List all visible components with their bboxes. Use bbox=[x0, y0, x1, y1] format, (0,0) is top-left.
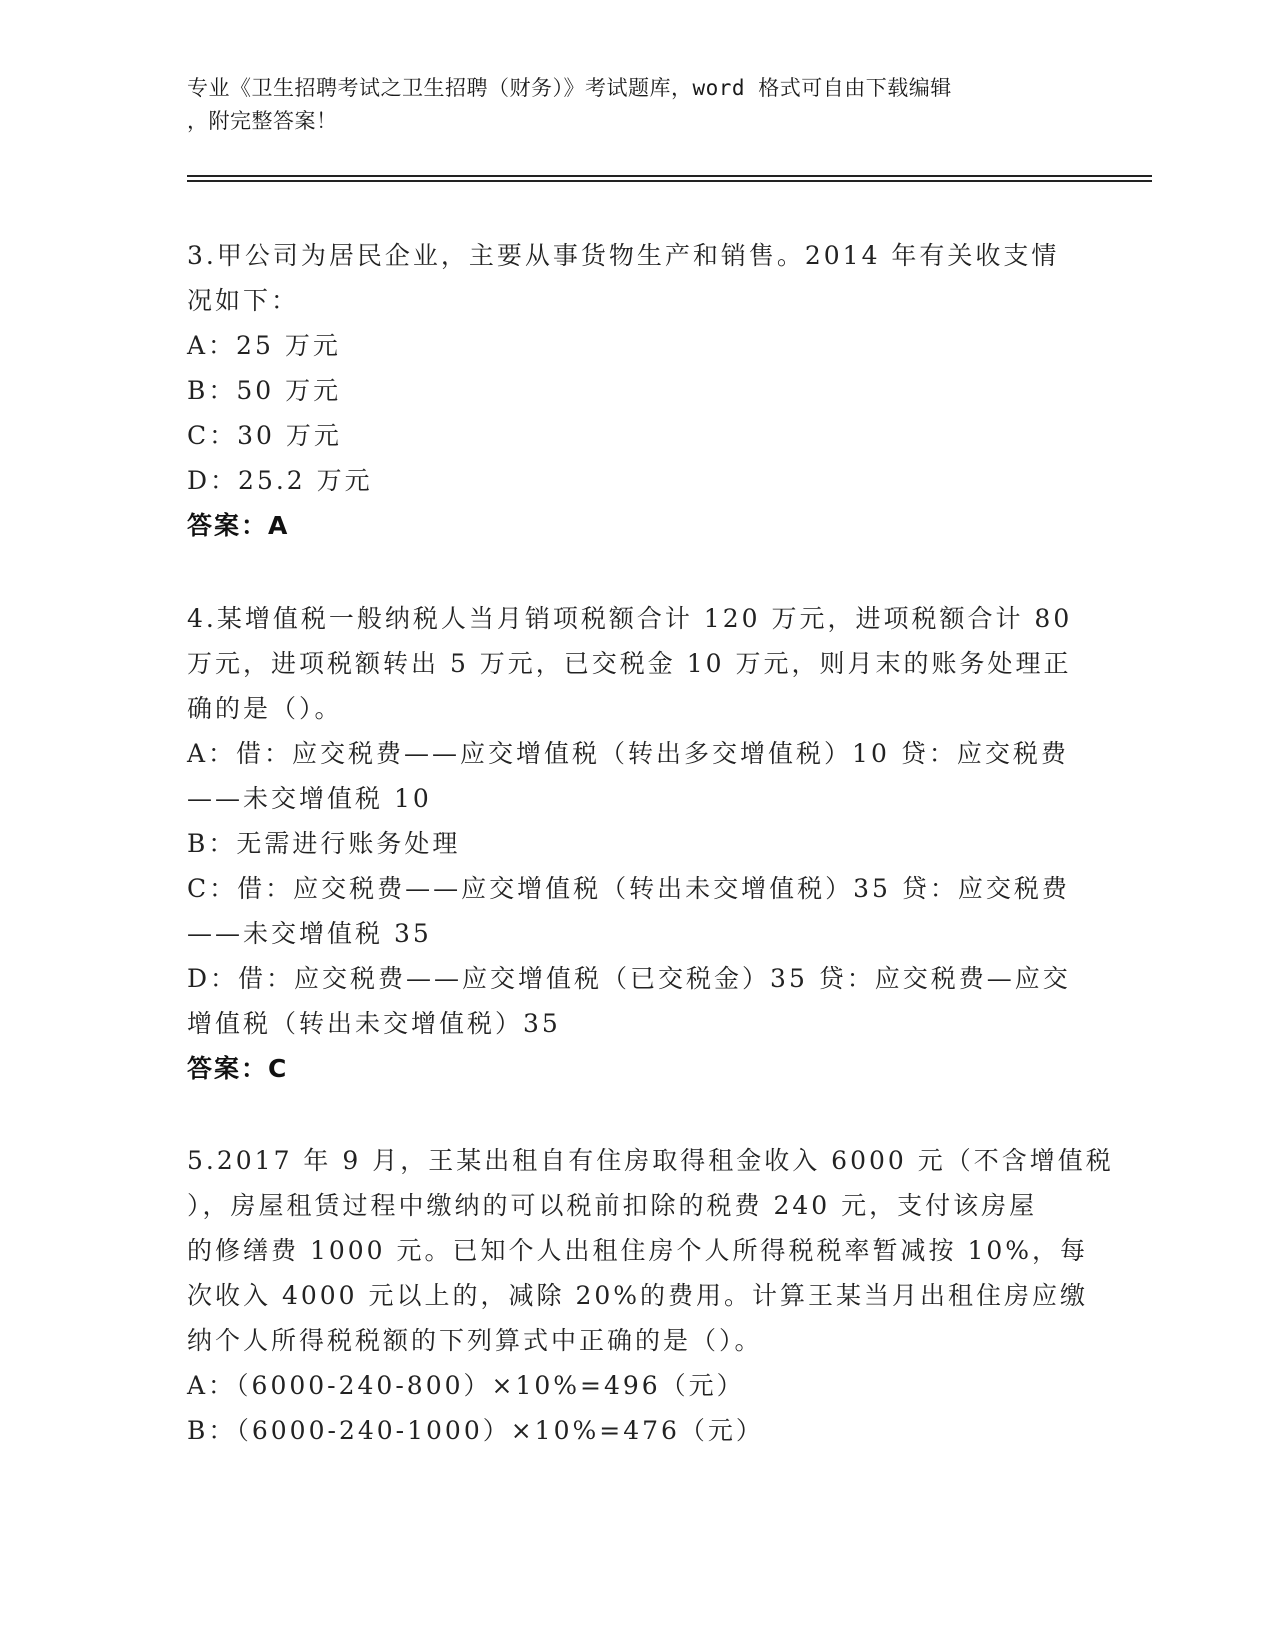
header-line-1: 专业《卫生招聘考试之卫生招聘（财务）》考试题库，word 格式可自由下载编辑 bbox=[187, 76, 952, 100]
question-stem-line: 3.甲公司为居民企业，主要从事货物生产和销售。2014 年有关收支情 bbox=[187, 241, 1060, 270]
option-c: C：30 万元 bbox=[187, 421, 342, 450]
option-a: A：借：应交税费——应交增值税（转出多交增值税）10 贷：应交税费 bbox=[187, 739, 1069, 768]
option-b: B：50 万元 bbox=[187, 376, 342, 405]
question-stem-line: 次收入 4000 元以上的，减除 20%的费用。计算王某当月出租住房应缴 bbox=[187, 1281, 1089, 1310]
question-5 bbox=[187, 1138, 1114, 1453]
question-stem-line: 4.某增值税一般纳税人当月销项税额合计 120 万元，进项税额合计 80 bbox=[187, 604, 1073, 633]
question-stem-line: 5.2017 年 9 月，王某出租自有住房取得租金收入 6000 元（不含增值税 bbox=[187, 1146, 1114, 1175]
question-4 bbox=[187, 596, 1087, 1091]
option-b: B：（6000-240-1000）×10%=476（元） bbox=[187, 1416, 764, 1445]
option-a: A：25 万元 bbox=[187, 331, 341, 360]
document-header bbox=[187, 72, 1067, 138]
header-divider-top bbox=[187, 175, 1152, 177]
question-stem-line: ），房屋租赁过程中缴纳的可以税前扣除的税费 240 元，支付该房屋 bbox=[187, 1191, 1038, 1220]
answer-label: 答案：A bbox=[187, 511, 290, 540]
question-stem-line: 况如下： bbox=[187, 286, 300, 315]
option-a: A：（6000-240-800）×10%=496（元） bbox=[187, 1371, 745, 1400]
option-c: C：借：应交税费——应交增值税（转出未交增值税）35 贷：应交税费 bbox=[187, 874, 1070, 903]
header-line-2: ，附完整答案！ bbox=[187, 109, 338, 133]
header-divider-bottom bbox=[187, 180, 1152, 182]
question-3 bbox=[187, 233, 1087, 548]
option-c-continued: ——未交增值税 35 bbox=[187, 919, 432, 948]
question-stem-line: 的修缮费 1000 元。已知个人出租住房个人所得税税率暂减按 10%，每 bbox=[187, 1236, 1089, 1265]
answer-label: 答案：C bbox=[187, 1054, 289, 1083]
option-d: D：借：应交税费——应交增值税（已交税金）35 贷：应交税费—应交 bbox=[187, 964, 1071, 993]
question-stem-line: 确的是（）。 bbox=[187, 694, 343, 723]
option-b: B：无需进行账务处理 bbox=[187, 829, 461, 858]
option-a-continued: ——未交增值税 10 bbox=[187, 784, 432, 813]
question-stem-line: 万元，进项税额转出 5 万元，已交税金 10 万元，则月末的账务处理正 bbox=[187, 649, 1072, 678]
question-stem-line: 纳个人所得税税额的下列算式中正确的是（）。 bbox=[187, 1326, 763, 1355]
option-d-continued: 增值税（转出未交增值税）35 bbox=[187, 1009, 561, 1038]
option-d: D：25.2 万元 bbox=[187, 466, 373, 495]
